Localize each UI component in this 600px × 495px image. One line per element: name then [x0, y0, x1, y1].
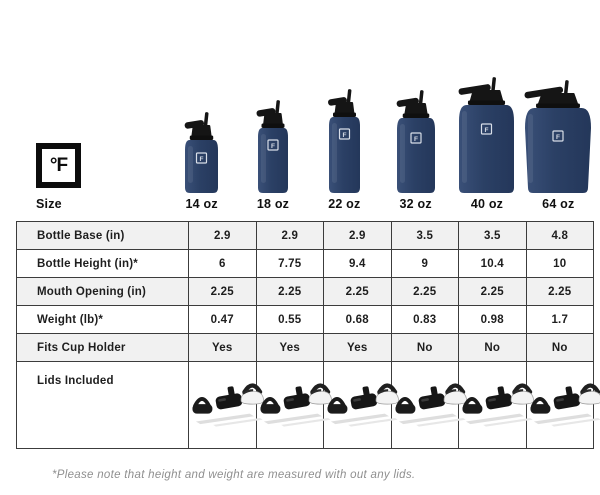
cap-brim: [190, 136, 213, 141]
spec-value: 1.7: [526, 306, 594, 334]
bottle-column-14oz: [166, 112, 237, 221]
bottle-image-64oz: [516, 80, 600, 193]
spec-value: 2.25: [459, 278, 527, 306]
header-row: [16, 0, 594, 221]
shadow-streak: [533, 414, 591, 424]
shadow-streak: [398, 414, 456, 424]
spec-value: 3.5: [391, 222, 459, 250]
spec-value: 0.47: [189, 306, 257, 334]
straw-lid-icon: [484, 385, 513, 410]
svg-text:F: F: [484, 126, 489, 134]
bottle-column-32oz: [380, 90, 451, 221]
bottle-image-18oz: [249, 100, 297, 193]
carabiner-lid-icon: [192, 399, 212, 414]
spec-value: Yes: [189, 334, 257, 362]
row-label: Fits Cup Holder: [17, 334, 189, 362]
spec-value: 0.98: [459, 306, 527, 334]
straw-icon: [275, 100, 280, 114]
spec-value: No: [526, 334, 594, 362]
straw-lid-icon: [551, 385, 580, 410]
spec-value: 10: [526, 250, 594, 278]
straw-icon: [346, 89, 351, 103]
spec-value: 6: [189, 250, 257, 278]
table-row: [17, 362, 594, 449]
table-row: [17, 278, 594, 306]
lids-cell: [189, 362, 257, 449]
cap-brim: [333, 113, 356, 118]
spec-table: [16, 221, 594, 449]
body-highlight: [188, 146, 193, 183]
spec-value: 0.55: [256, 306, 324, 334]
straw-icon: [204, 112, 209, 126]
spec-value: 2.25: [189, 278, 257, 306]
spec-value: 2.25: [324, 278, 392, 306]
lids-image: [527, 377, 600, 433]
brand-cell: [16, 143, 166, 221]
lids-cell: [391, 362, 459, 449]
bottle-cap: [539, 94, 578, 105]
spec-value: Yes: [256, 334, 324, 362]
bottle-body: [459, 105, 514, 193]
spec-value: 2.9: [189, 222, 257, 250]
stainless-lid-icon: [444, 386, 467, 405]
lids-cell: [459, 362, 527, 449]
svg-text:F: F: [342, 131, 347, 139]
row-label: Bottle Base (in): [17, 222, 189, 250]
stainless-lid-icon: [511, 386, 534, 405]
body-highlight: [462, 111, 467, 183]
spec-value: Yes: [324, 334, 392, 362]
shadow-streak: [331, 414, 389, 424]
shadow-streak: [196, 414, 254, 424]
spec-value: 2.25: [526, 278, 594, 306]
brand-logo: [36, 143, 81, 188]
spec-value: 0.68: [324, 306, 392, 334]
straw-lid-icon: [416, 385, 445, 410]
lids-cell: [256, 362, 324, 449]
spec-value: 2.9: [256, 222, 324, 250]
cap-brim: [536, 104, 580, 109]
footnote: *Please note that height and weight are measured with out any lids.: [52, 469, 416, 481]
bottle-cap: [264, 114, 282, 125]
spec-value: 7.75: [256, 250, 324, 278]
size-column-label: 32 oz: [399, 197, 432, 211]
bottle-image-22oz: [320, 89, 369, 193]
stainless-lid-icon: [241, 386, 264, 405]
spec-value: 0.83: [391, 306, 459, 334]
cap-brim: [468, 101, 505, 106]
body-highlight: [400, 124, 405, 183]
cap-brim: [261, 124, 284, 129]
row-label: Lids Included: [17, 362, 189, 449]
stainless-lid-icon: [579, 386, 600, 405]
straw-lid-icon: [281, 385, 310, 410]
spec-value: 2.25: [256, 278, 324, 306]
spec-value: 9: [391, 250, 459, 278]
spec-value: 4.8: [526, 222, 594, 250]
spec-value: 3.5: [459, 222, 527, 250]
bottle-cap: [405, 104, 427, 115]
size-column-label: 40 oz: [470, 197, 504, 211]
size-column-label: 18 oz: [256, 197, 290, 211]
spec-value: 10.4: [459, 250, 527, 278]
row-label: Bottle Height (in)*: [17, 250, 189, 278]
sheet-content: [16, 0, 594, 481]
bottle-column-18oz: [237, 100, 308, 221]
svg-text:F: F: [413, 135, 418, 143]
lids-cell: [324, 362, 392, 449]
bottle-cap: [192, 126, 210, 137]
shadow-streak: [263, 414, 321, 424]
bottle-column-40oz: [451, 77, 522, 221]
bottle-body: [525, 108, 591, 193]
body-highlight: [528, 114, 533, 183]
spec-value: 9.4: [324, 250, 392, 278]
spec-value: 2.25: [391, 278, 459, 306]
bottle-image-40oz: [450, 77, 523, 193]
bottle-column-22oz: [309, 89, 380, 221]
spec-value: 2.9: [324, 222, 392, 250]
straw-lid-icon: [349, 385, 378, 410]
table-row: [17, 306, 594, 334]
cap-brim: [402, 114, 429, 119]
bottle-image-14oz: [176, 112, 227, 193]
stainless-lid-icon: [309, 386, 332, 405]
table-row: [17, 334, 594, 362]
svg-text:F: F: [270, 142, 275, 150]
svg-text:F: F: [556, 133, 561, 141]
table-row: [17, 250, 594, 278]
size-column-label: 22 oz: [328, 197, 361, 211]
straw-lid-icon: [214, 385, 243, 410]
spec-value: No: [459, 334, 527, 362]
bottle-cap: [471, 91, 503, 102]
lids-cell: [526, 362, 594, 449]
straw-icon: [564, 80, 569, 94]
straw-icon: [418, 90, 423, 104]
spec-value: No: [391, 334, 459, 362]
brand-logo-glyph: °F: [49, 154, 68, 176]
spec-table-body: [17, 222, 594, 449]
stainless-lid-icon: [376, 386, 399, 405]
svg-text:F: F: [199, 155, 204, 163]
body-highlight: [261, 134, 266, 183]
size-column-label: 14 oz: [185, 197, 218, 211]
bottle-column-64oz: [523, 80, 594, 221]
body-highlight: [332, 123, 337, 183]
straw-icon: [492, 77, 497, 91]
bottle-image-32oz: [388, 90, 444, 193]
shadow-streak: [466, 414, 524, 424]
bottle-cap: [335, 103, 353, 114]
row-label: Weight (lb)*: [17, 306, 189, 334]
size-column-label: 64 oz: [542, 197, 575, 211]
size-row-label: Size: [36, 197, 62, 211]
row-label: Mouth Opening (in): [17, 278, 189, 306]
table-row: [17, 222, 594, 250]
